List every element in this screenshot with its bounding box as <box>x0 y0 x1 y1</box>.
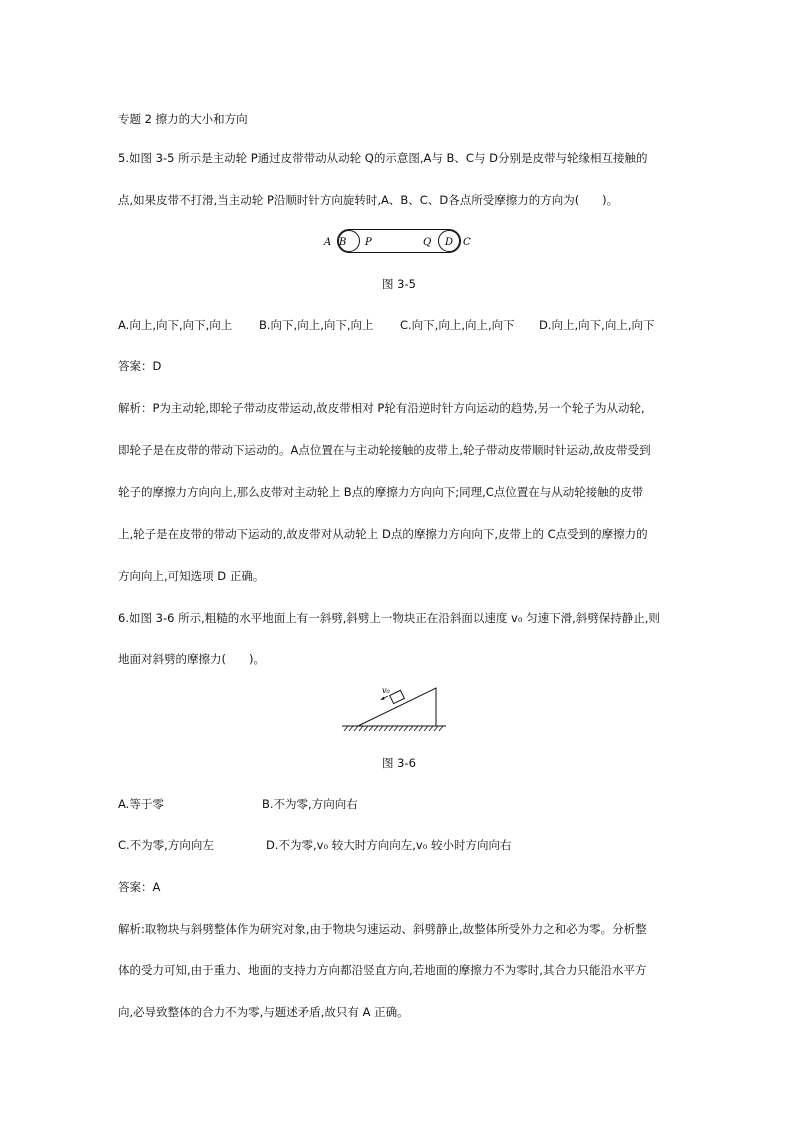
label-v0: v₀ <box>382 686 390 695</box>
ground-hatching <box>344 726 443 731</box>
label-c: C <box>463 237 471 248</box>
q6-option-b: B.不为零,方向向右 <box>262 797 358 811</box>
q5-text-line-1: 5.如图 3-5 所示是主动轮 P通过皮带带动从动轮 Q的示意图,A与 B、C与 D分别是皮带与轮缘相互接触的 <box>118 151 648 165</box>
q6-option-c: C.不为零,方向向左 <box>118 838 214 852</box>
q6-option-d: D.不为零,v₀ 较大时方向向左,v₀ 较小时方向向右 <box>266 838 512 852</box>
figure-3-5-belt-diagram <box>318 226 478 258</box>
q5-analysis-line-1: 解析：P为主动轮,即轮子带动皮带运动,故皮带相对 P轮有沿逆时针方向运动的趋势,另一个轮子为从动轮, <box>118 401 645 415</box>
q6-text-line-1: 6.如图 3-6 所示,粗糙的水平地面上有一斜劈,斜劈上一物块正在沿斜面以速度 v₀ 匀速下滑,斜劈保持静止,则 <box>118 611 660 625</box>
q5-option-c: C.向下,向上,向上,向下 <box>400 318 515 332</box>
q5-analysis-line-4: 上,轮子是在皮带的带动下运动的,故皮带对从动轮上 D点的摩擦力方向向下,皮带上的 C点受到的摩擦力的 <box>118 527 648 541</box>
q6-analysis-line-3: 向,必导致整体的合力不为零,与题述矛盾,故只有 A 正确。 <box>118 1005 409 1019</box>
q5-analysis-line-5: 方向向上,可知选项 D 正确。 <box>118 569 265 583</box>
q5-text-line-2: 点,如果皮带不打滑,当主动轮 P沿顺时针方向旋转时,A、B、C、D各点所受摩擦力的方向为( )。 <box>118 193 619 207</box>
q5-option-b: B.向下,向上,向下,向上 <box>259 318 374 332</box>
q6-option-a: A.等于零 <box>118 797 164 811</box>
section-title: 专题 2 擦力的大小和方向 <box>118 112 248 126</box>
q5-option-a: A.向上,向下,向下,向上 <box>118 318 233 332</box>
label-d: D <box>445 237 454 248</box>
q5-option-d: D.向上,向下,向上,向下 <box>539 318 655 332</box>
q5-answer: 答案：D <box>118 359 162 373</box>
q6-analysis-line-2: 体的受力可知,由于重力、地面的支持力方向都沿竖直方向,若地面的摩擦力不为零时,其合力只能沿水平方 <box>118 963 647 977</box>
q6-answer: 答案：A <box>118 880 161 894</box>
q5-analysis-line-3: 轮子的摩擦力方向向上,那么皮带对主动轮上 B点的摩擦力方向向下;同理,C点位置在与从动轮接触的皮带 <box>118 485 644 499</box>
q6-text-line-2: 地面对斜劈的摩擦力( )。 <box>118 652 265 666</box>
figure-3-6-caption: 图 3-6 <box>382 756 416 770</box>
label-p: P <box>365 237 372 248</box>
figure-3-6-wedge-diagram <box>338 682 458 736</box>
label-b: B <box>339 237 347 248</box>
q5-analysis-line-2: 即轮子是在皮带的带动下运动的。A点位置在与主动轮接触的皮带上,轮子带动皮带顺时针运动,故皮带受到 <box>118 443 651 457</box>
figure-3-5-caption: 图 3-5 <box>382 277 416 291</box>
block <box>390 690 405 703</box>
label-a: A <box>324 237 332 248</box>
velocity-arrowhead <box>380 697 385 701</box>
q6-analysis-line-1: 解析:取物块与斜劈整体作为研究对象,由于物块匀速运动、斜劈静止,故整体所受外力之和必为零。分析整 <box>118 922 647 936</box>
label-q: Q <box>423 237 432 248</box>
